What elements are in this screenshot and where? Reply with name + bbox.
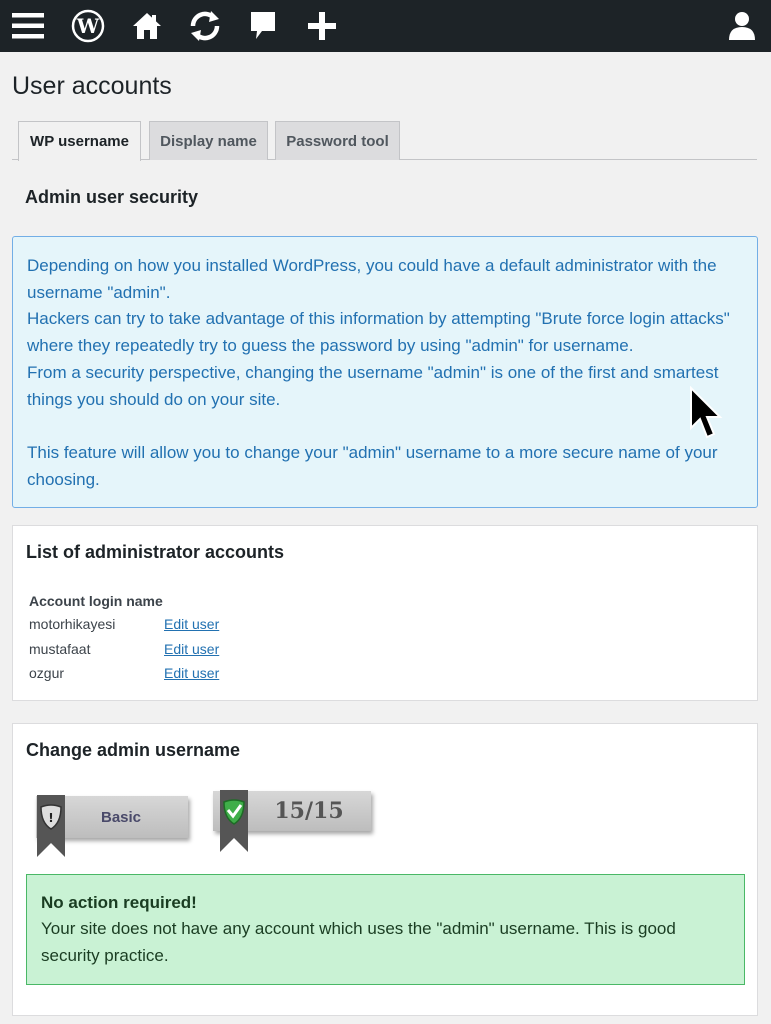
info-text: Hackers can try to take advantage of this information by attempting "Brute force login attacks" where they repeatedly try to guess the password by using "admin" for username. bbox=[27, 309, 730, 356]
change-admin-box bbox=[12, 723, 758, 1016]
admin-accounts-table bbox=[29, 592, 329, 690]
tab-wp-username[interactable]: WP username bbox=[18, 121, 141, 161]
table-row bbox=[29, 641, 329, 666]
new-content-icon[interactable] bbox=[303, 0, 341, 52]
info-text: From a security perspective, changing the username "admin" is one of the first and smartest things you should do on your site. bbox=[27, 362, 719, 409]
basic-shield-ribbon-icon bbox=[35, 795, 69, 859]
edit-user-link[interactable]: Edit user bbox=[164, 616, 220, 632]
menu-icon[interactable] bbox=[8, 0, 48, 52]
success-notice bbox=[26, 874, 745, 985]
comments-icon[interactable] bbox=[244, 0, 282, 52]
account-login: ozgur bbox=[29, 665, 65, 681]
edit-user-link[interactable]: Edit user bbox=[164, 665, 220, 681]
change-admin-heading: Change admin username bbox=[26, 740, 241, 760]
wordpress-logo-icon[interactable] bbox=[68, 0, 108, 52]
edit-user-link[interactable]: Edit user bbox=[164, 640, 220, 657]
score-shield-ribbon-icon bbox=[218, 790, 252, 854]
user-account-icon[interactable] bbox=[722, 0, 762, 52]
home-icon[interactable] bbox=[127, 0, 167, 52]
admin-accounts-heading: List of administrator accounts bbox=[26, 542, 285, 562]
table-row bbox=[29, 665, 329, 690]
admin-accounts-box bbox=[12, 525, 758, 701]
updates-icon[interactable] bbox=[183, 0, 227, 52]
info-text: Depending on how you installed WordPress, you could have a default administrator with the username "admin". bbox=[27, 256, 717, 302]
account-login: motorhikayesi bbox=[29, 616, 116, 632]
mouse-cursor-icon bbox=[688, 386, 728, 446]
tab-display-name[interactable]: Display name bbox=[149, 121, 268, 160]
success-title: No action required! bbox=[41, 893, 197, 912]
account-login: mustafaat bbox=[29, 640, 91, 657]
admin-bar bbox=[0, 0, 771, 52]
success-message: Your site does not have any account which uses the "admin" username. This is good security practice. bbox=[41, 919, 676, 965]
table-row bbox=[29, 616, 329, 641]
info-notice bbox=[12, 236, 758, 508]
score-value: 15/15 bbox=[274, 798, 344, 824]
security-level-label: Basic bbox=[100, 808, 142, 826]
page-title: User accounts bbox=[12, 72, 172, 100]
section-heading: Admin user security bbox=[25, 187, 199, 207]
svg-text:!: ! bbox=[48, 811, 54, 825]
tab-password-tool[interactable]: Password tool bbox=[275, 121, 400, 160]
tab-bar bbox=[12, 121, 757, 160]
column-header-login: Account login name bbox=[29, 593, 163, 609]
svg-text:W: W bbox=[76, 14, 100, 38]
info-text: This feature will allow you to change your "admin" username to a more secure name of your choosing. bbox=[27, 442, 718, 489]
